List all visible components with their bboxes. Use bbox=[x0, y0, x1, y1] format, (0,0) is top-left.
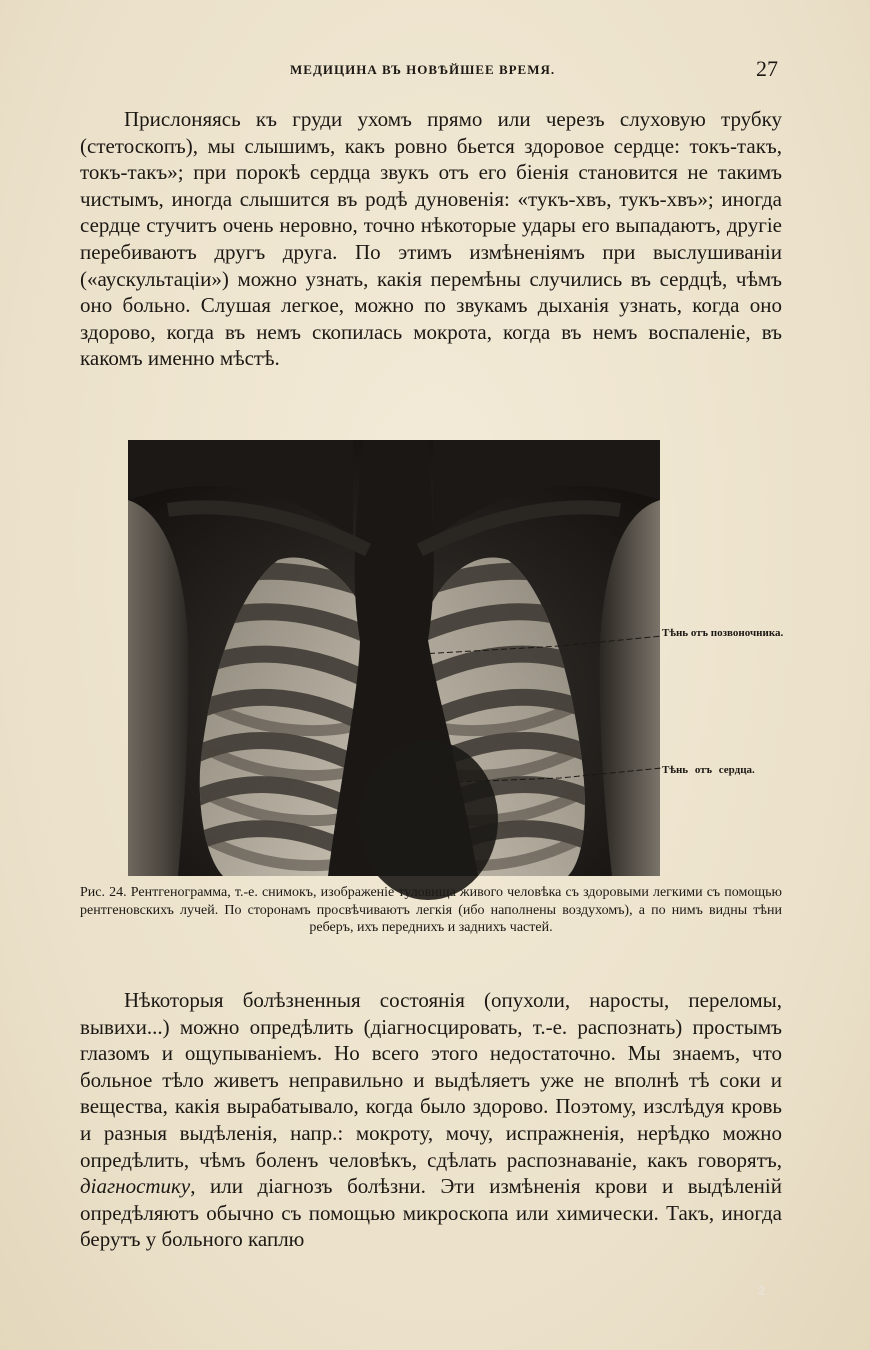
figure-caption-number: Рис. 24. bbox=[80, 885, 127, 900]
paragraph-diagnosis-italic: діагностику bbox=[80, 1174, 191, 1199]
running-title: МЕДИЦИНА ВЪ НОВѢЙШЕЕ ВРЕМЯ. bbox=[290, 62, 556, 77]
paragraph-auscultation: Прислоняясь къ груди ухомъ прямо или черезъ слуховую трубку (стетоскопъ), мы слышимъ, какъ ровно бьется здоровое сердце: токъ-такъ, токъ-такъ»; при порокѣ сердца звукъ отъ его біенія становится не такимъ чистымъ, иногда слышится въ родѣ дуновенія: «тукъ-хвъ, тукъ-хвъ»; иногда сердце стучитъ очень неровно, точно нѣкоторые удары его выпадаютъ, другіе перебиваютъ другъ друга. По этимъ измѣненіямъ при выслушиваніи («аускультаціи») можно узнать, какія перемѣны случились въ сердцѣ, чѣмъ оно больно. Слушая легкое, можно по звукамъ дыханія узнать, когда оно здорово, когда въ немъ скопилась мокрота, когда въ немъ воспаленіе, въ какомъ именно мѣстѣ. bbox=[80, 107, 782, 371]
paragraph-diagnosis-text-1: Нѣкоторыя болѣзненныя состоянія (опухоли, наросты, переломы, вывихи...) можно опредѣлить (діагносцировать, т.-е. распознать) простымъ глазомъ и ощупываніемъ. Но всего этого недостаточно. Мы знаемъ, что больное тѣло живетъ неправильно и выдѣляетъ уже не вполнѣ тѣ соки и вещества, какія вырабатывало, когда было здорово. Поэтому, изслѣдуя кровь и разныя выдѣленія, напр.: мокроту, мочу, испражненія, нерѣдко можно опредѣлить, чѣмъ боленъ человѣкъ, сдѣлать распознаваніе, какъ говорятъ, bbox=[80, 988, 782, 1172]
label-heart-shadow: Тѣнь отъ сердца. bbox=[662, 764, 755, 776]
label-spine-shadow: Тѣнь отъ позвоночника. bbox=[662, 627, 784, 639]
page-number: 27 bbox=[756, 56, 778, 81]
figure-caption-text: Рентгенограмма, т.-е. снимокъ, изображеніе туловища живого человѣка съ здоровыми легкими съ помощью рентгеновскихъ лучей. По сторонамъ просвѣчиваютъ легкія (ибо наполнены воздухомъ), а по нимъ видны тѣни реберъ, ихъ переднихъ и заднихъ частей. bbox=[80, 885, 782, 935]
paragraph-diagnosis bbox=[80, 987, 782, 1253]
plate-number: 2 bbox=[758, 1283, 766, 1298]
paragraph-diagnosis-text-2: , или діагнозъ болѣзни. Эти измѣненія крови и выдѣленій опредѣляютъ обычно съ помощью микроскопа или химически. Такъ, иногда берутъ у больного каплю bbox=[80, 1174, 782, 1252]
figure-caption bbox=[80, 884, 782, 937]
